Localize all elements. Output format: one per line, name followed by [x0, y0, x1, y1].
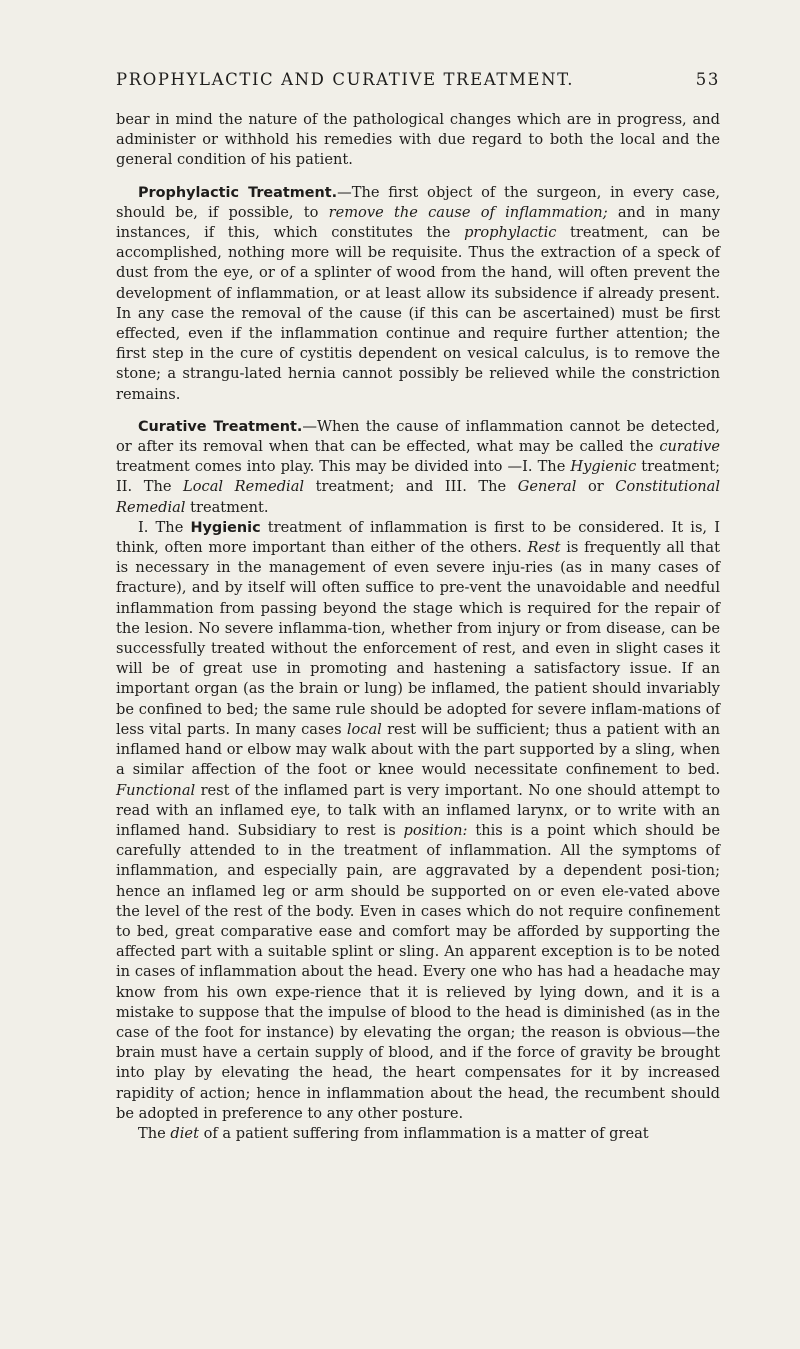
body-text [116, 110, 720, 1144]
paragraph-continuation: bear in mind the nature of the pathological changes which are in progress, and administer or withhold his remedies with due regard to both the local and the general condition of his patient. [116, 111, 720, 169]
paragraph-hygienic: I. The Hygienic treatment of inflammation is first to be considered. It is, I think, often more important than either of the others. Rest is frequently all that is necessary in the management of even severe inju-ries (as in many cases of fracture), and by itself will often suffice to pre-vent the unavoidable and needful inflammation from passing beyond the stage which is required for the repair of the lesion. No severe inflamma-tion, whether from injury or from disease, can be successfully treated without the enforcement of rest, and even in slight cases it will be of great use in promoting and hastening a satisfactory issue. If an important organ (as the brain or lung) be inflamed, the patient should invariably be confined to bed; the same rule should be adopted for severe inflam-mations of less vital parts. In many cases local rest will be sufficient; thus a patient with an inflamed hand or elbow may walk about with the part supported by a sling, when a similar affection of the foot or knee would necessitate confinement to bed. Functional rest of the inflamed part is very important. No one should attempt to read with an inflamed eye, to talk with an inflamed larynx, or to write with an inflamed hand. Subsidiary to rest is position: this is a point which should be carefully attended to in the treatment of inflammation. All the symptoms of inflammation, and especially pain, are aggravated by a dependent posi-tion; hence an inflamed leg or arm should be supported on or even ele-vated above the level of the rest of the body. Even in cases which do not require confinement to bed, great comparative ease and comfort may be afforded by supporting the affected part with a suitable splint or sling. An apparent exception is to be noted in cases of inflammation about the head. Every one who has had a headache may know from his own expe-rience that it is relieved by lying down, and it is a mistake to suppose that the impulse of blood to the head is diminished (as in the case of the foot for instance) by elevating the organ; the reason is obvious—the brain must have a certain supply of blood, and if the force of gravity be brought into play by elevating the head, the heart compensates for it by increased rapidity of action; hence in inflammation about the head, the recumbent should be adopted in preference to any other posture. [116, 518, 721, 1122]
heading-prophylactic-treatment: Prophylactic Treatment. [138, 184, 338, 201]
paragraph-curative: Curative Treatment.—When the cause of inflammation cannot be detected, or after its removal when that can be effected, what may be called the curative treatment comes into play. This may be divided into —I. The Hygienic treatment; II. The Local Remedial treatment; and III. The General or Constitutional Remedial treatment. [116, 417, 721, 516]
subheading-hygienic: Hygienic [190, 519, 261, 536]
paragraph-prophylactic: Prophylactic Treatment.—The first object of the surgeon, in every case, should be, if possible, to remove the cause of inflammation; and in many instances, if this, which constitutes the prophylactic treatment, can be accomplished, nothing more will be requisite. Thus the extraction of a speck of dust from the eye, or of a splinter of wood from the hand, will often prevent the development of inflammation, or at least allow its subsidence if already present. In any case the removal of the cause (if this can be ascertained) must be first effected, even if the inflammation continue and require further attention; the first step in the cure of cystitis dependent on vesical calculus, is to remove the stone; a strangu-lated hernia cannot possibly be relieved while the constriction remains. [116, 183, 720, 403]
running-head [116, 70, 720, 89]
heading-curative-treatment: Curative Treatment. [138, 418, 303, 435]
page-number: 53 [695, 70, 720, 89]
running-head-title: PROPHYLACTIC AND CURATIVE TREATMENT. [116, 70, 575, 89]
paragraph-diet: The diet of a patient suffering from inflammation is a matter of great [138, 1124, 649, 1142]
